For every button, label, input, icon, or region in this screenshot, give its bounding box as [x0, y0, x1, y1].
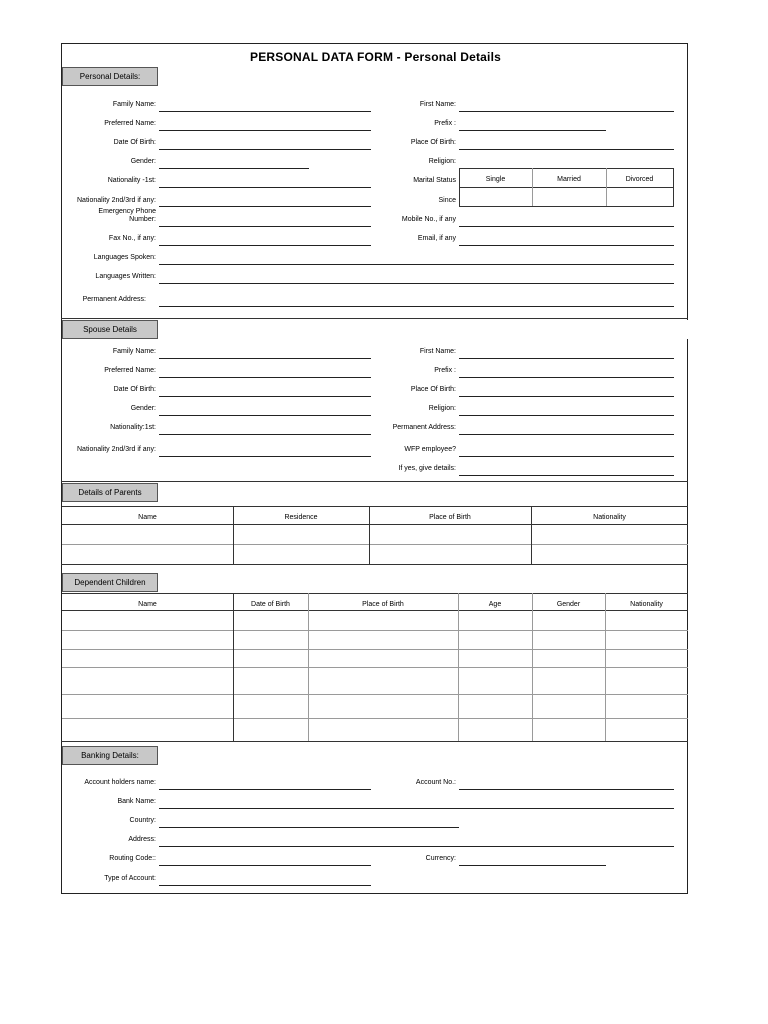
languages-spoken-field[interactable] [159, 264, 674, 265]
parents-divider [61, 481, 688, 482]
personal-data-form [61, 43, 688, 894]
parents-table-bottom [61, 564, 688, 565]
account-type-label: Type of Account: [104, 875, 156, 882]
account-holder-field[interactable] [159, 789, 371, 790]
spouse-nationality-1st-field[interactable] [159, 434, 371, 435]
bank-name-label: Bank Name: [117, 798, 156, 805]
children-col-age: Age [488, 601, 502, 608]
children-col-gender: Gender [556, 601, 581, 608]
mobile-field[interactable] [459, 226, 674, 227]
marital-grid-v3 [606, 168, 607, 206]
nationality-23-label: Nationality 2nd/3rd if any: [77, 197, 156, 204]
marital-grid-v4 [673, 168, 674, 206]
email-label: Email, if any [417, 235, 456, 242]
children-row-sep-3 [62, 667, 688, 668]
since-label: Since [438, 197, 456, 204]
section-details-of-parents: Details of Parents [62, 483, 158, 502]
mobile-label: Mobile No., if any [401, 216, 456, 223]
spouse-pob-label: Place Of Birth: [410, 386, 456, 393]
if-yes-details-label: If yes, give details: [398, 465, 456, 472]
children-row-sep-4 [62, 694, 688, 695]
languages-spoken-label: Languages Spoken: [93, 254, 156, 261]
marital-grid-top [459, 168, 674, 169]
permanent-address-field[interactable] [159, 306, 674, 307]
first-name-label: First Name: [419, 101, 456, 108]
preferred-name-label: Preferred Name: [104, 120, 156, 127]
parents-row-sep [62, 544, 688, 545]
prefix-field[interactable] [459, 130, 606, 131]
dob-field[interactable] [159, 149, 371, 150]
account-holder-label: Account holders name: [84, 779, 156, 786]
prefix-label: Prefix : [434, 120, 456, 127]
wfp-employee-label: WFP employee? [404, 446, 456, 453]
currency-field[interactable] [459, 865, 606, 866]
children-table-top [62, 593, 688, 594]
emergency-phone-field[interactable] [159, 226, 371, 227]
spouse-family-name-field[interactable] [159, 358, 371, 359]
section-personal-details: Personal Details: [62, 67, 158, 86]
spouse-nationality-23-label: Nationality 2nd/3rd if any: [77, 446, 156, 453]
children-col-nationality: Nationality [630, 601, 663, 608]
languages-written-label: Languages Written: [95, 273, 156, 280]
account-no-label: Account No.: [415, 779, 456, 786]
country-field[interactable] [159, 827, 459, 828]
parents-col-name: Name [138, 514, 157, 521]
spouse-gender-label: Gender: [130, 405, 156, 412]
spouse-prefix-label: Prefix : [434, 367, 456, 374]
currency-label: Currency: [425, 855, 456, 862]
marital-grid-v2 [532, 168, 533, 206]
nationality-1st-label: Nationality -1st: [107, 177, 156, 184]
spouse-pob-field[interactable] [459, 396, 674, 397]
marital-option-divorced[interactable]: Divorced [625, 176, 654, 183]
children-col-name: Name [138, 601, 157, 608]
spouse-nationality-1st-label: Nationality:1st: [110, 424, 156, 431]
children-table-bottom [61, 741, 688, 742]
wfp-employee-field[interactable] [459, 456, 674, 457]
spouse-first-name-field[interactable] [459, 358, 674, 359]
account-no-field[interactable] [459, 789, 674, 790]
children-row-sep-1 [62, 630, 688, 631]
parents-col-place-of-birth: Place of Birth [429, 514, 471, 521]
parents-table-top [62, 506, 688, 507]
spouse-dob-field[interactable] [159, 396, 371, 397]
marital-grid-bottom [459, 206, 674, 207]
section-banking-details: Banking Details: [62, 746, 158, 765]
nationality-23-field[interactable] [159, 206, 371, 207]
children-col-sep-3 [458, 593, 459, 741]
if-yes-details-field[interactable] [459, 475, 674, 476]
form-title: PERSONAL DATA FORM - Personal Details [250, 50, 501, 64]
children-col-sep-1 [233, 593, 234, 741]
spouse-first-name-label: First Name: [419, 348, 456, 355]
section-spouse-details: Spouse Details [62, 320, 158, 339]
routing-code-field[interactable] [159, 865, 371, 866]
children-row-sep-5 [62, 718, 688, 719]
bank-address-label: Address: [128, 836, 156, 843]
bank-address-field[interactable] [159, 846, 674, 847]
pob-label: Place Of Birth: [410, 139, 456, 146]
emergency-phone-label-1: Emergency Phone [98, 208, 156, 215]
family-name-label: Family Name: [112, 101, 156, 108]
spouse-permanent-address-label: Permanent Address: [392, 424, 456, 431]
routing-code-label: Routing Code:: [109, 855, 156, 862]
preferred-name-field[interactable] [159, 130, 371, 131]
account-type-field[interactable] [159, 885, 371, 886]
border-gap [686, 320, 690, 339]
spouse-religion-field[interactable] [459, 415, 674, 416]
country-label: Country: [129, 817, 156, 824]
gender-label: Gender: [130, 158, 156, 165]
religion-label: Religion: [428, 158, 456, 165]
marital-grid-v1 [459, 168, 460, 206]
children-header-bottom [62, 610, 688, 611]
spouse-divider [61, 318, 688, 319]
gender-field[interactable] [159, 168, 309, 169]
bank-name-field[interactable] [159, 808, 674, 809]
spouse-prefix-field[interactable] [459, 377, 674, 378]
children-row-sep-2 [62, 649, 688, 650]
fax-field[interactable] [159, 245, 371, 246]
fax-label: Fax No., if any: [108, 235, 156, 242]
section-dependent-children: Dependent Children [62, 573, 158, 592]
parents-col-nationality: Nationality [593, 514, 626, 521]
spouse-permanent-address-field[interactable] [459, 434, 674, 435]
children-col-place-of-birth: Place of Birth [362, 601, 404, 608]
children-col-sep-4 [532, 593, 533, 741]
children-col-dob: Date of Birth [251, 601, 290, 608]
family-name-field[interactable] [159, 111, 371, 112]
marital-option-single[interactable]: Single [485, 176, 506, 183]
nationality-1st-field[interactable] [159, 187, 371, 188]
pob-field[interactable] [459, 149, 674, 150]
email-field[interactable] [459, 245, 674, 246]
spouse-preferred-name-field[interactable] [159, 377, 371, 378]
children-col-sep-5 [605, 593, 606, 741]
languages-written-field[interactable] [159, 283, 674, 284]
spouse-gender-field[interactable] [159, 415, 371, 416]
children-col-sep-2 [308, 593, 309, 741]
permanent-address-label: Permanent Address: [82, 296, 146, 303]
marital-option-married[interactable]: Married [557, 176, 581, 183]
first-name-field[interactable] [459, 111, 674, 112]
spouse-family-name-label: Family Name: [112, 348, 156, 355]
parents-header-bottom [62, 524, 688, 525]
spouse-dob-label: Date Of Birth: [113, 386, 156, 393]
dob-label: Date Of Birth: [113, 139, 156, 146]
parents-col-residence: Residence [284, 514, 318, 521]
marital-status-label: Marital Status [413, 177, 456, 184]
emergency-phone-label-2: Number: [129, 216, 156, 223]
spouse-religion-label: Religion: [428, 405, 456, 412]
spouse-preferred-name-label: Preferred Name: [104, 367, 156, 374]
marital-grid-mid [459, 187, 674, 188]
spouse-nationality-23-field[interactable] [159, 456, 371, 457]
